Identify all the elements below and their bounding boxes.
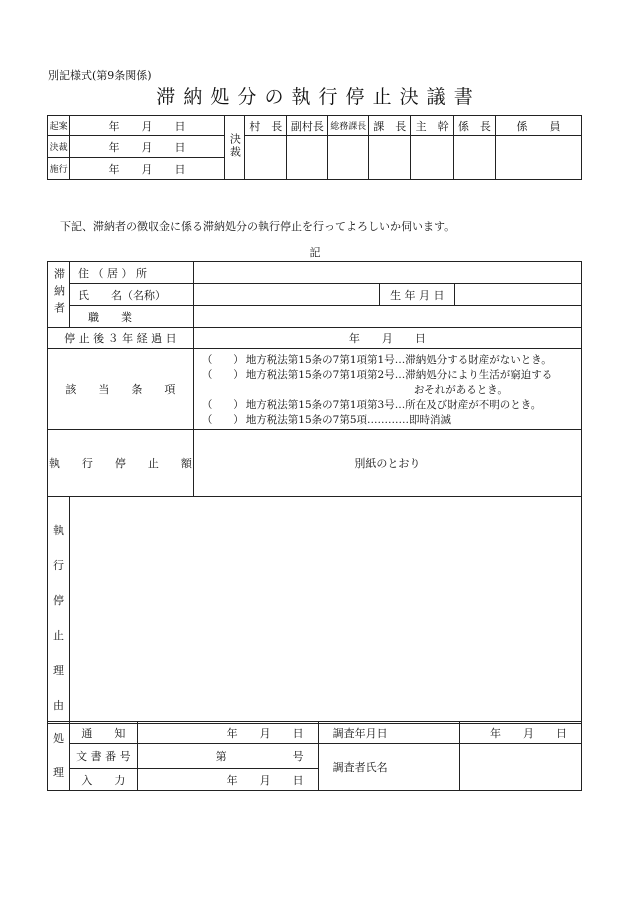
approval-row-label: 決裁 <box>48 136 70 158</box>
reason-field[interactable] <box>69 497 581 724</box>
amount-value: 別紙のとおり <box>193 430 581 497</box>
seal-box[interactable] <box>245 136 287 180</box>
clauses-list <box>193 349 581 430</box>
clause-item[interactable]: （ ） 地方税法第15条の7第1項第3号…所在及び財産が不明のとき。 <box>201 399 542 411</box>
surveyor-field[interactable] <box>460 744 582 791</box>
elapsed-date[interactable]: 年 月 日 <box>193 328 581 349</box>
address-field[interactable] <box>193 262 581 284</box>
ki-label: 記 <box>309 246 321 259</box>
main-form-table <box>47 261 582 724</box>
clause-item[interactable]: （ ） 地方税法第15条の7第5項…………即時消滅 <box>201 414 452 426</box>
notice-label: 通 知 <box>69 722 137 744</box>
approval-row-date[interactable]: 年 月 日 <box>70 158 224 180</box>
address-label: 住 （ 居 ） 所 <box>69 262 193 284</box>
name-field[interactable] <box>193 284 380 306</box>
approval-table <box>47 115 582 180</box>
delinquent-group-label: 滞納者 <box>48 262 70 328</box>
amount-label: 執 行 停 止 額 <box>48 430 194 497</box>
page-title: 滞 納 処 分 の 執 行 停 止 決 議 書 <box>156 86 474 108</box>
input-date[interactable]: 年 月 日 <box>137 769 318 791</box>
role-header: 主 幹 <box>411 116 453 136</box>
clause-item[interactable]: （ ） 地方税法第15条の7第1項第2号…滞納処分により生活が窮迫する <box>201 369 553 381</box>
reason-label: 執 行 停 止 理 由 <box>48 497 70 724</box>
approval-row-label: 起案 <box>48 116 70 136</box>
role-header: 村 長 <box>245 116 287 136</box>
docnum-label: 文 書 番 号 <box>69 744 137 769</box>
role-header: 係 員 <box>496 116 582 136</box>
birth-field[interactable] <box>455 284 582 306</box>
seal-box[interactable] <box>496 136 582 180</box>
role-header: 課 長 <box>369 116 411 136</box>
surveyor-label: 調査者氏名 <box>318 744 460 791</box>
seal-box[interactable] <box>328 136 369 180</box>
notice-date[interactable]: 年 月 日 <box>137 722 318 744</box>
clauses-label: 該 当 条 項 <box>48 349 194 430</box>
seal-box[interactable] <box>369 136 411 180</box>
clause-item[interactable]: （ ） 地方税法第15条の7第1項第1号…滞納処分する財産がないとき。 <box>201 354 552 366</box>
birth-label: 生 年 月 日 <box>380 284 455 306</box>
survey-date-value[interactable]: 年 月 日 <box>460 722 582 744</box>
occupation-field[interactable] <box>193 306 581 328</box>
intro-text: 下記、滞納者の徴収金に係る滞納処分の執行停止を行ってよろしいか伺います。 <box>60 220 456 233</box>
occupation-label: 職 業 <box>69 306 193 328</box>
approval-row-date[interactable]: 年 月 日 <box>70 136 224 158</box>
approval-row-label: 施行 <box>48 158 70 180</box>
seal-box[interactable] <box>411 136 453 180</box>
survey-date-label: 調査年月日 <box>318 722 460 744</box>
seal-box[interactable] <box>287 136 328 180</box>
kessai-label: 決裁 <box>224 116 245 180</box>
role-header: 総務課長 <box>328 116 369 136</box>
docnum-value[interactable]: 第 号 <box>137 744 318 769</box>
name-label: 氏 名（名称） <box>69 284 193 306</box>
approval-row-date[interactable]: 年 月 日 <box>70 116 224 136</box>
clause-item-continuation: おそれがあるとき。 <box>413 384 508 396</box>
seal-box[interactable] <box>453 136 495 180</box>
input-label: 入 力 <box>69 769 137 791</box>
processing-group-label: 処 理 <box>48 722 70 791</box>
processing-table <box>47 721 582 791</box>
role-header: 副村長 <box>287 116 328 136</box>
elapsed-label: 停 止 後 ３ 年 経 過 日 <box>48 328 194 349</box>
form-note: 別記様式(第9条関係) <box>48 69 152 82</box>
role-header: 係 長 <box>453 116 495 136</box>
